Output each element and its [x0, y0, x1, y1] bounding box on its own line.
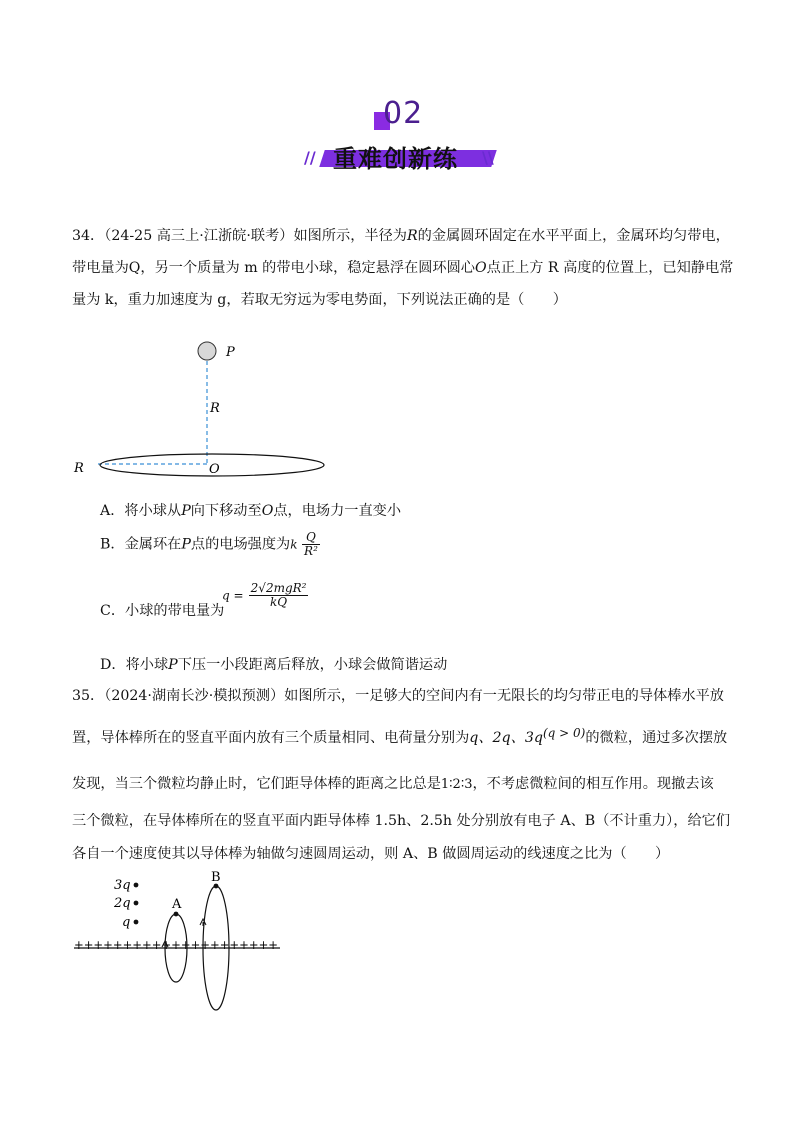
- q35-line-1: 35．（2024·湖南长沙·模拟预测）如图所示，一足够大的空间内有一无限长的均匀带正电的导体棒水平放: [72, 688, 724, 704]
- label-q: q: [122, 915, 131, 930]
- arrow-b: [200, 919, 206, 926]
- q35-figure: [70, 868, 290, 1013]
- section-number: 02: [383, 96, 424, 131]
- label-2q: 2q: [114, 896, 131, 911]
- q35-line-5: 各自一个速度使其以导体棒为轴做匀速圆周运动，则 A、B 做圆周运动的线速度之比为（ ）: [72, 846, 670, 862]
- particle-q: [134, 920, 139, 925]
- electron-a: [174, 912, 179, 917]
- section-title: 重难创新练: [333, 145, 458, 173]
- header-right-mark: \\: [482, 148, 494, 167]
- rod-charges: +++++++++++++++++++++: [74, 938, 278, 952]
- label-3q: 3q: [114, 878, 131, 893]
- q35-line-2: 置，导体棒所在的竖直平面内放有三个质量相同、电荷量分别为q、2q、$3q^{(q > 0)}$的微粒，通过多次摆放: [72, 726, 728, 746]
- label-p: P: [226, 345, 235, 360]
- label-r-left: R: [74, 461, 84, 476]
- label-o: O: [209, 462, 220, 477]
- formula-c: q = $\frac{\text{2√2mgR²}}{kQ}$: [222, 581, 307, 609]
- q34-line-3: 量为 k，重力加速度为 g，若取无穷远为零电势面，下列说法正确的是（ ）: [72, 292, 567, 308]
- label-r-vertical: R: [210, 401, 220, 416]
- option-a: A．将小球从P向下移动至O点，电场力一直变小: [100, 503, 402, 519]
- formula-c-fraction: $\frac{\text{2√2mgR²}}{kQ}$: [250, 581, 307, 609]
- option-d: D．将小球P下压一小段距离后释放，小球会做简谐运动: [100, 657, 448, 673]
- formula-b-fraction: $\frac{Q}{\text{R²}}$: [304, 530, 318, 558]
- q34-figure: [60, 330, 350, 490]
- ball-p: [198, 342, 216, 360]
- label-a: A: [172, 897, 182, 912]
- q35-line-4: 三个微粒，在导体棒所在的竖直平面内距导体棒 1.5h、2.5h 处分别放有电子 A、B（不计重力），给它们: [72, 813, 731, 829]
- q34-line-2: 带电量为Q，另一个质量为 m 的带电小球，稳定悬浮在圆环圆心O点正上方 R 高度的位置上，已知静电常: [72, 260, 734, 276]
- q34-line-1: 34．（24-25 高三上·江浙皖·联考）如图所示，半径为R的金属圆环固定在水平平面上，金属环均匀带电，: [72, 228, 730, 244]
- header-left-mark: //: [304, 148, 316, 167]
- particle-3q: [134, 883, 139, 888]
- option-c: C．小球的带电量为: [100, 603, 225, 619]
- option-b: B．金属环在P点的电场强度为k $\frac{Q}{\text{R²}}$: [100, 530, 318, 558]
- q35-line-3: 发现，当三个微粒均静止时，它们距导体棒的距离之比总是1∶2∶3，不考虑微粒间的相互作用。现撤去该: [72, 776, 714, 792]
- particle-2q: [134, 901, 139, 906]
- label-b: B: [211, 870, 221, 885]
